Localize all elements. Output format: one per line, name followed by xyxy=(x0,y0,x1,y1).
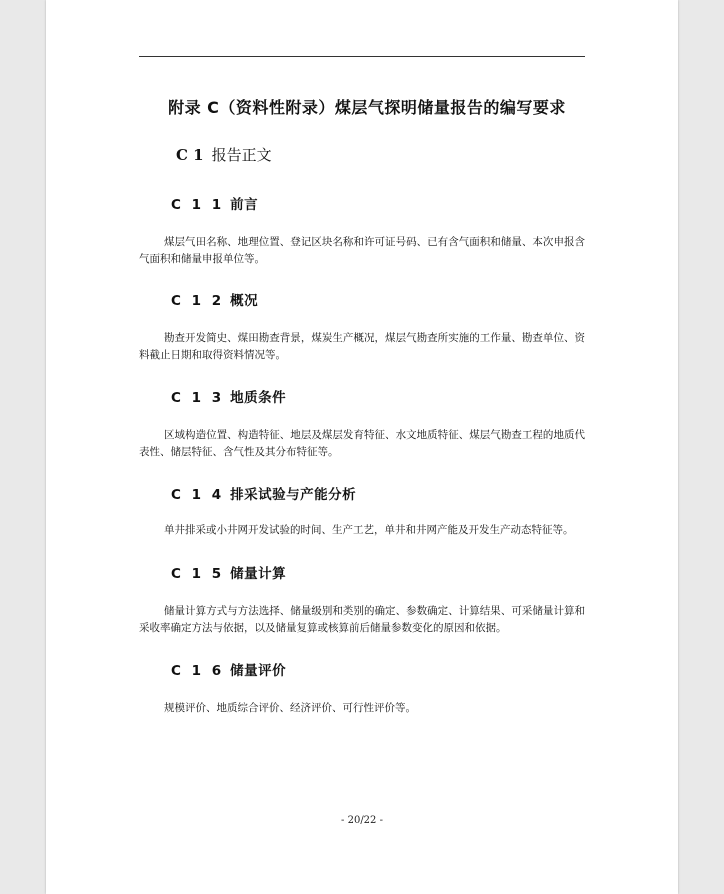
subsection-heading-c13 xyxy=(171,386,286,406)
subsection-number: C 1 5 xyxy=(171,566,225,582)
subsection-heading-c12 xyxy=(171,289,258,309)
subsection-number: C 1 6 xyxy=(171,663,225,679)
header-rule xyxy=(139,56,585,57)
subsection-heading-c15 xyxy=(171,562,286,582)
paragraph-c15: 储量计算方式与方法选择、储量级别和类别的确定、参数确定、计算结果、可采储量计算和采收率确定方法与依据，以及储量复算或核算前后储量参数变化的原因和依据。 xyxy=(139,605,585,634)
subsection-label: 排采试验与产能分析 xyxy=(230,487,357,503)
subsection-heading-c14 xyxy=(171,483,356,503)
subsection-number: C 1 1 xyxy=(171,197,225,213)
paragraph-c14: 单井排采或小井网开发试验的时间、生产工艺，单井和井网产能及开发生产动态特征等。 xyxy=(164,524,574,536)
section-number: C 1 xyxy=(176,146,204,164)
subsection-number: C 1 3 xyxy=(171,390,225,406)
section-label: 报告正文 xyxy=(211,146,272,164)
subsection-label: 概况 xyxy=(230,293,259,309)
paragraph-c13: 区域构造位置、构造特征、地层及煤层发育特征、水文地质特征、煤层气勘查工程的地质代表性、储层特征、含气性及其分布特征等。 xyxy=(139,429,585,458)
appendix-title: 附录 C（资料性附录）煤层气探明储量报告的编写要求 xyxy=(168,98,566,117)
subsection-heading-c16 xyxy=(171,659,286,679)
subsection-label: 地质条件 xyxy=(230,390,287,406)
section-heading xyxy=(176,144,272,165)
subsection-number: C 1 2 xyxy=(171,293,225,309)
subsection-heading-c11 xyxy=(171,193,258,213)
paragraph-c12: 勘查开发简史、煤田勘查背景，煤炭生产概况，煤层气勘查所实施的工作量、勘查单位、资料截止日期和取得资料情况等。 xyxy=(139,332,585,361)
document-page xyxy=(46,0,678,894)
paragraph-c11: 煤层气田名称、地理位置、登记区块名称和许可证号码、已有含气面积和储量、本次申报含气面积和储量申报单位等。 xyxy=(139,236,585,265)
paragraph-c16: 规模评价、地质综合评价、经济评价、可行性评价等。 xyxy=(164,702,416,714)
page-number: - 20/22 - xyxy=(341,815,383,826)
subsection-number: C 1 4 xyxy=(171,487,225,503)
subsection-label: 储量评价 xyxy=(230,663,287,679)
subsection-label: 储量计算 xyxy=(230,566,287,582)
subsection-label: 前言 xyxy=(230,197,259,213)
